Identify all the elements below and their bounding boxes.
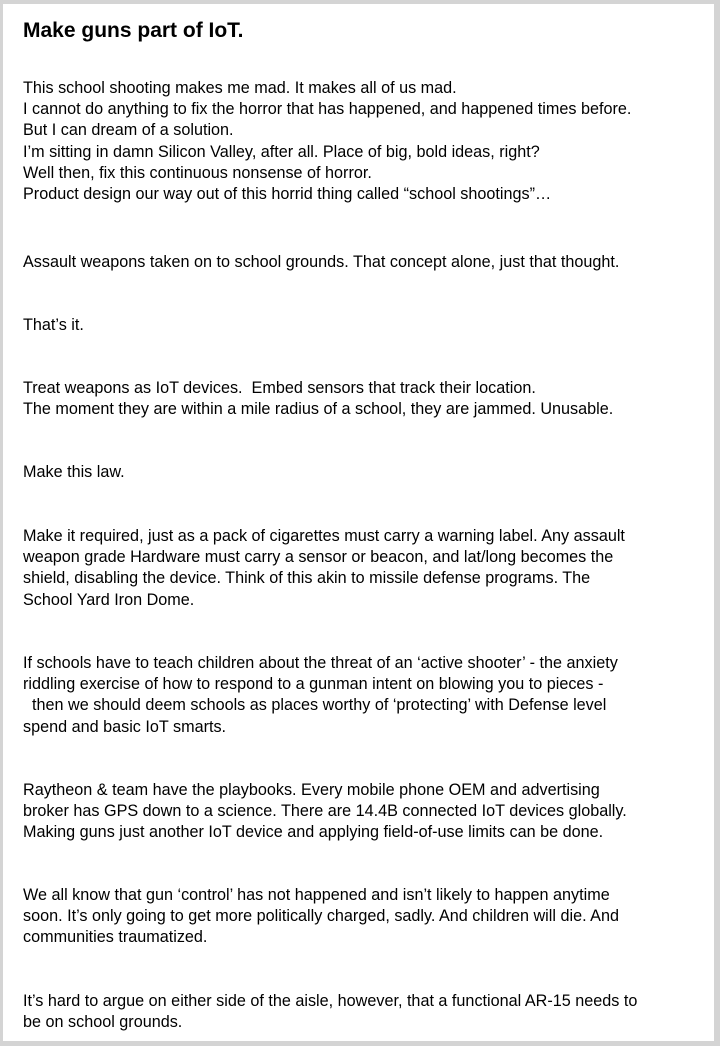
paragraph-line: If schools have to teach children about the threat of an ‘active shooter’ - the anxiety: [23, 654, 618, 672]
paragraph-line: Assault weapons taken on to school grounds. That concept alone, just that thought.: [23, 253, 620, 271]
paragraph-line: Raytheon & team have the playbooks. Every mobile phone OEM and advertising: [23, 781, 600, 799]
paragraph-assault-weapons: [23, 252, 619, 273]
paragraph-line: That’s it.: [23, 316, 84, 334]
paragraph-line: I’m sitting in damn Silicon Valley, after all. Place of big, bold ideas, right?: [23, 142, 540, 161]
paragraph-line: weapon grade Hardware must carry a sensor or beacon, and lat/long becomes the: [23, 548, 614, 567]
paragraph-line: broker has GPS down to a science. There are 14.4B connected IoT devices globally.: [23, 802, 627, 821]
paragraph-line: Treat weapons as IoT devices. Embed sensors that track their location.: [23, 379, 536, 397]
paragraph-raytheon: [23, 780, 627, 844]
paragraph-line: But I can dream of a solution.: [23, 121, 234, 140]
paragraph-line: We all know that gun ‘control’ has not happened and isn’t likely to happen anytime: [23, 886, 610, 904]
paragraph-line: Making guns just another IoT device and applying field-of-use limits can be done.: [23, 823, 604, 842]
paragraph-line: shield, disabling the device. Think of this akin to missile defense programs. The: [23, 569, 591, 588]
paragraph-conclusion: [23, 991, 637, 1033]
paragraph-line: be on school grounds.: [23, 1013, 183, 1032]
paragraph-line: This school shooting makes me mad. It makes all of us mad.: [23, 79, 457, 97]
paragraph-line: Product design our way out of this horrid thing called “school shootings”…: [23, 185, 552, 204]
paragraph-line: Make it required, just as a pack of cigarettes must carry a warning label. Any assault: [23, 527, 625, 545]
paragraph-iot-devices: [23, 378, 613, 420]
paragraph-line: The moment they are within a mile radius of a school, they are jammed. Unusable.: [23, 400, 614, 419]
paragraph-line: Well then, fix this continuous nonsense of horror.: [23, 163, 372, 182]
paragraph-line: I cannot do anything to fix the horror that has happened, and happened times before.: [23, 100, 632, 119]
paragraph-thats-it: [23, 315, 84, 336]
paragraph-line: communities traumatized.: [23, 928, 208, 947]
paragraph-line: School Yard Iron Dome.: [23, 590, 195, 609]
paragraph-line: then we should deem schools as places worthy of ‘protecting’ with Defense level: [23, 696, 607, 715]
paragraph-schools-protecting: [23, 653, 618, 738]
paragraph-line: spend and basic IoT smarts.: [23, 717, 227, 736]
paragraph-make-law: [23, 462, 125, 483]
paragraph-line: It’s hard to argue on either side of the aisle, however, that a functional AR-15 needs to: [23, 992, 638, 1010]
paragraph-line: riddling exercise of how to respond to a gunman intent on blowing you to pieces -: [23, 675, 604, 694]
paragraph-requirement: [23, 526, 625, 611]
document-page: [3, 4, 714, 1041]
paragraph-line: soon. It’s only going to get more politically charged, sadly. And children will die. And: [23, 907, 619, 926]
paragraph-gun-control: [23, 885, 619, 949]
paragraph-intro: [23, 78, 631, 205]
paragraph-line: Make this law.: [23, 463, 125, 481]
document-title: Make guns part of IoT.: [23, 19, 244, 42]
